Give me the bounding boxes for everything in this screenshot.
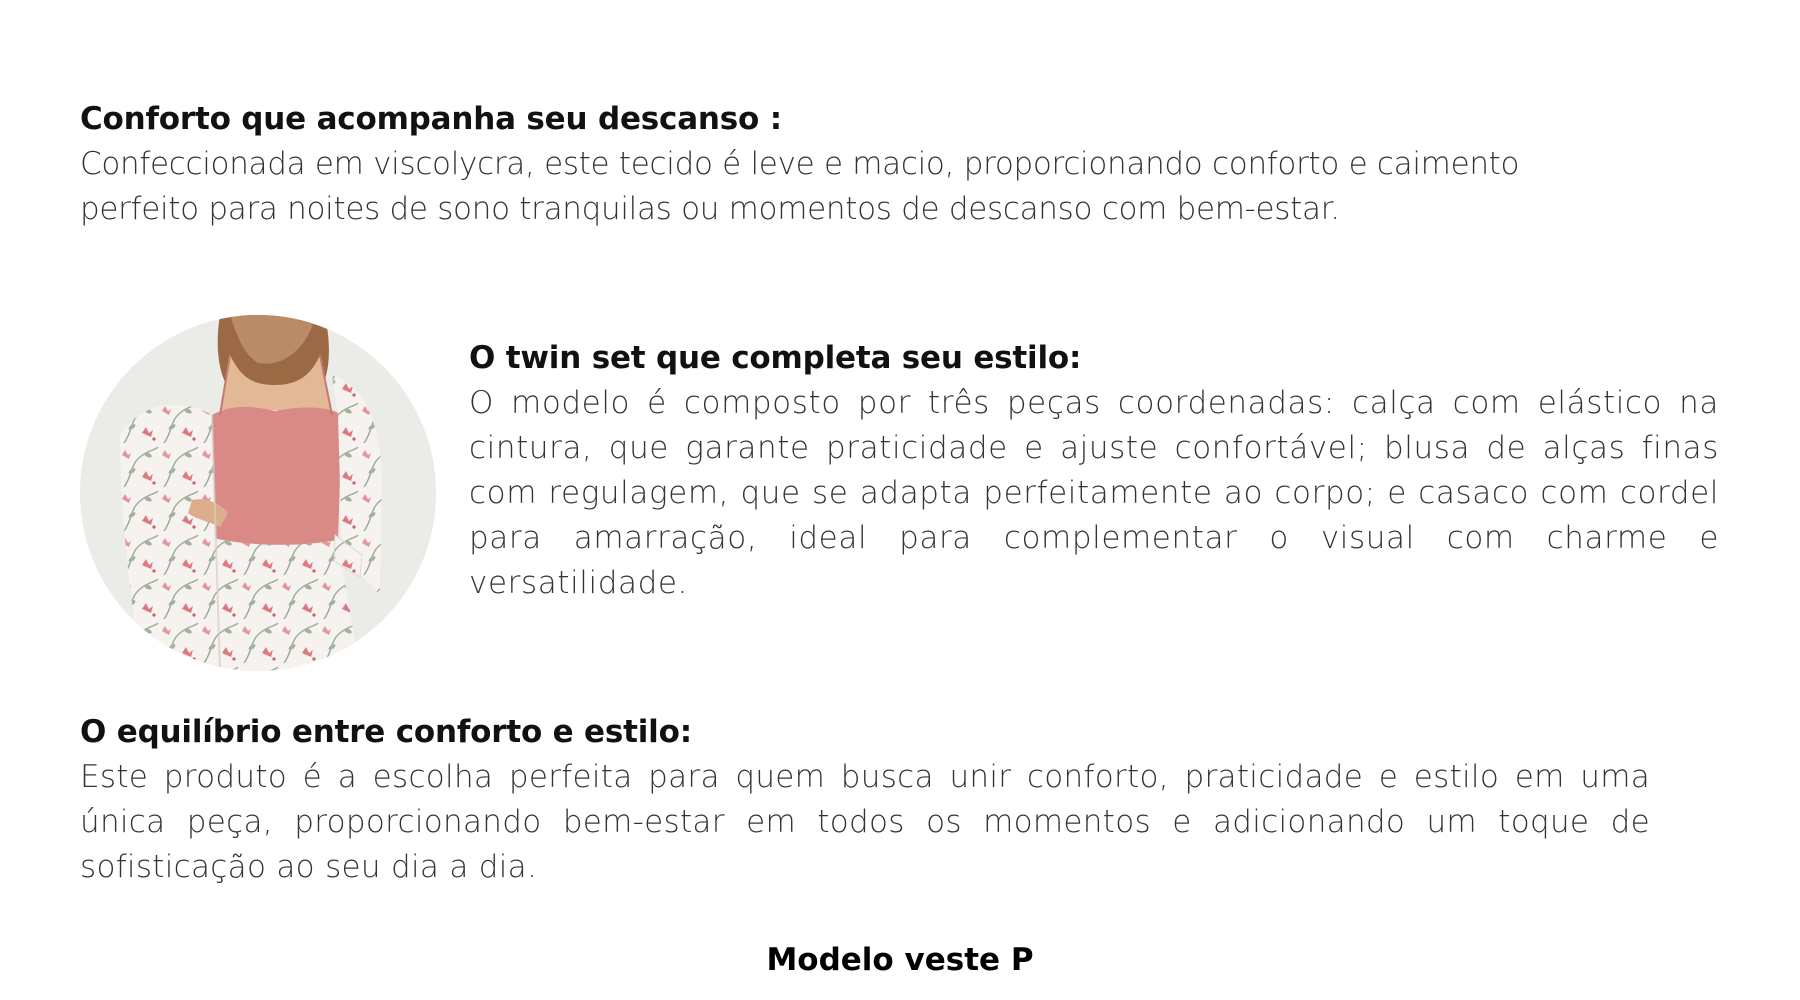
section-comfort	[80, 96, 1520, 232]
model-photo	[80, 315, 436, 671]
comfort-heading: Conforto que acompanha seu descanso :	[80, 101, 782, 137]
comfort-text: Confeccionada em viscolycra, este tecido é leve e macio, proporcionando conforto e caimento perfeito para noites de sono tranquilas ou momentos de descanso com bem-estar.	[80, 146, 1520, 227]
twinset-text: O modelo é composto por três peças coordenadas: calça com elástico na cintura, que garante praticidade e ajuste confortável; blusa de alças finas com regulagem, que se adapta perfeitamente ao corpo; e casaco com cordel para amarração, ideal para complementar o visual com charme e versatilidade.	[469, 385, 1719, 601]
section-balance	[80, 709, 1650, 890]
model-photo-illustration	[80, 315, 436, 671]
twinset-text-block	[469, 335, 1719, 606]
balance-heading: O equilíbrio entre conforto e estilo:	[80, 714, 692, 750]
model-size-note: Modelo veste P	[766, 942, 1034, 978]
balance-text: Este produto é a escolha perfeita para quem busca unir conforto, praticidade e estilo em uma única peça, proporcionando bem-estar em todos os momentos e adicionando um toque de sofisticação ao seu dia a dia.	[80, 759, 1650, 885]
twinset-heading: O twin set que completa seu estilo:	[469, 340, 1082, 376]
